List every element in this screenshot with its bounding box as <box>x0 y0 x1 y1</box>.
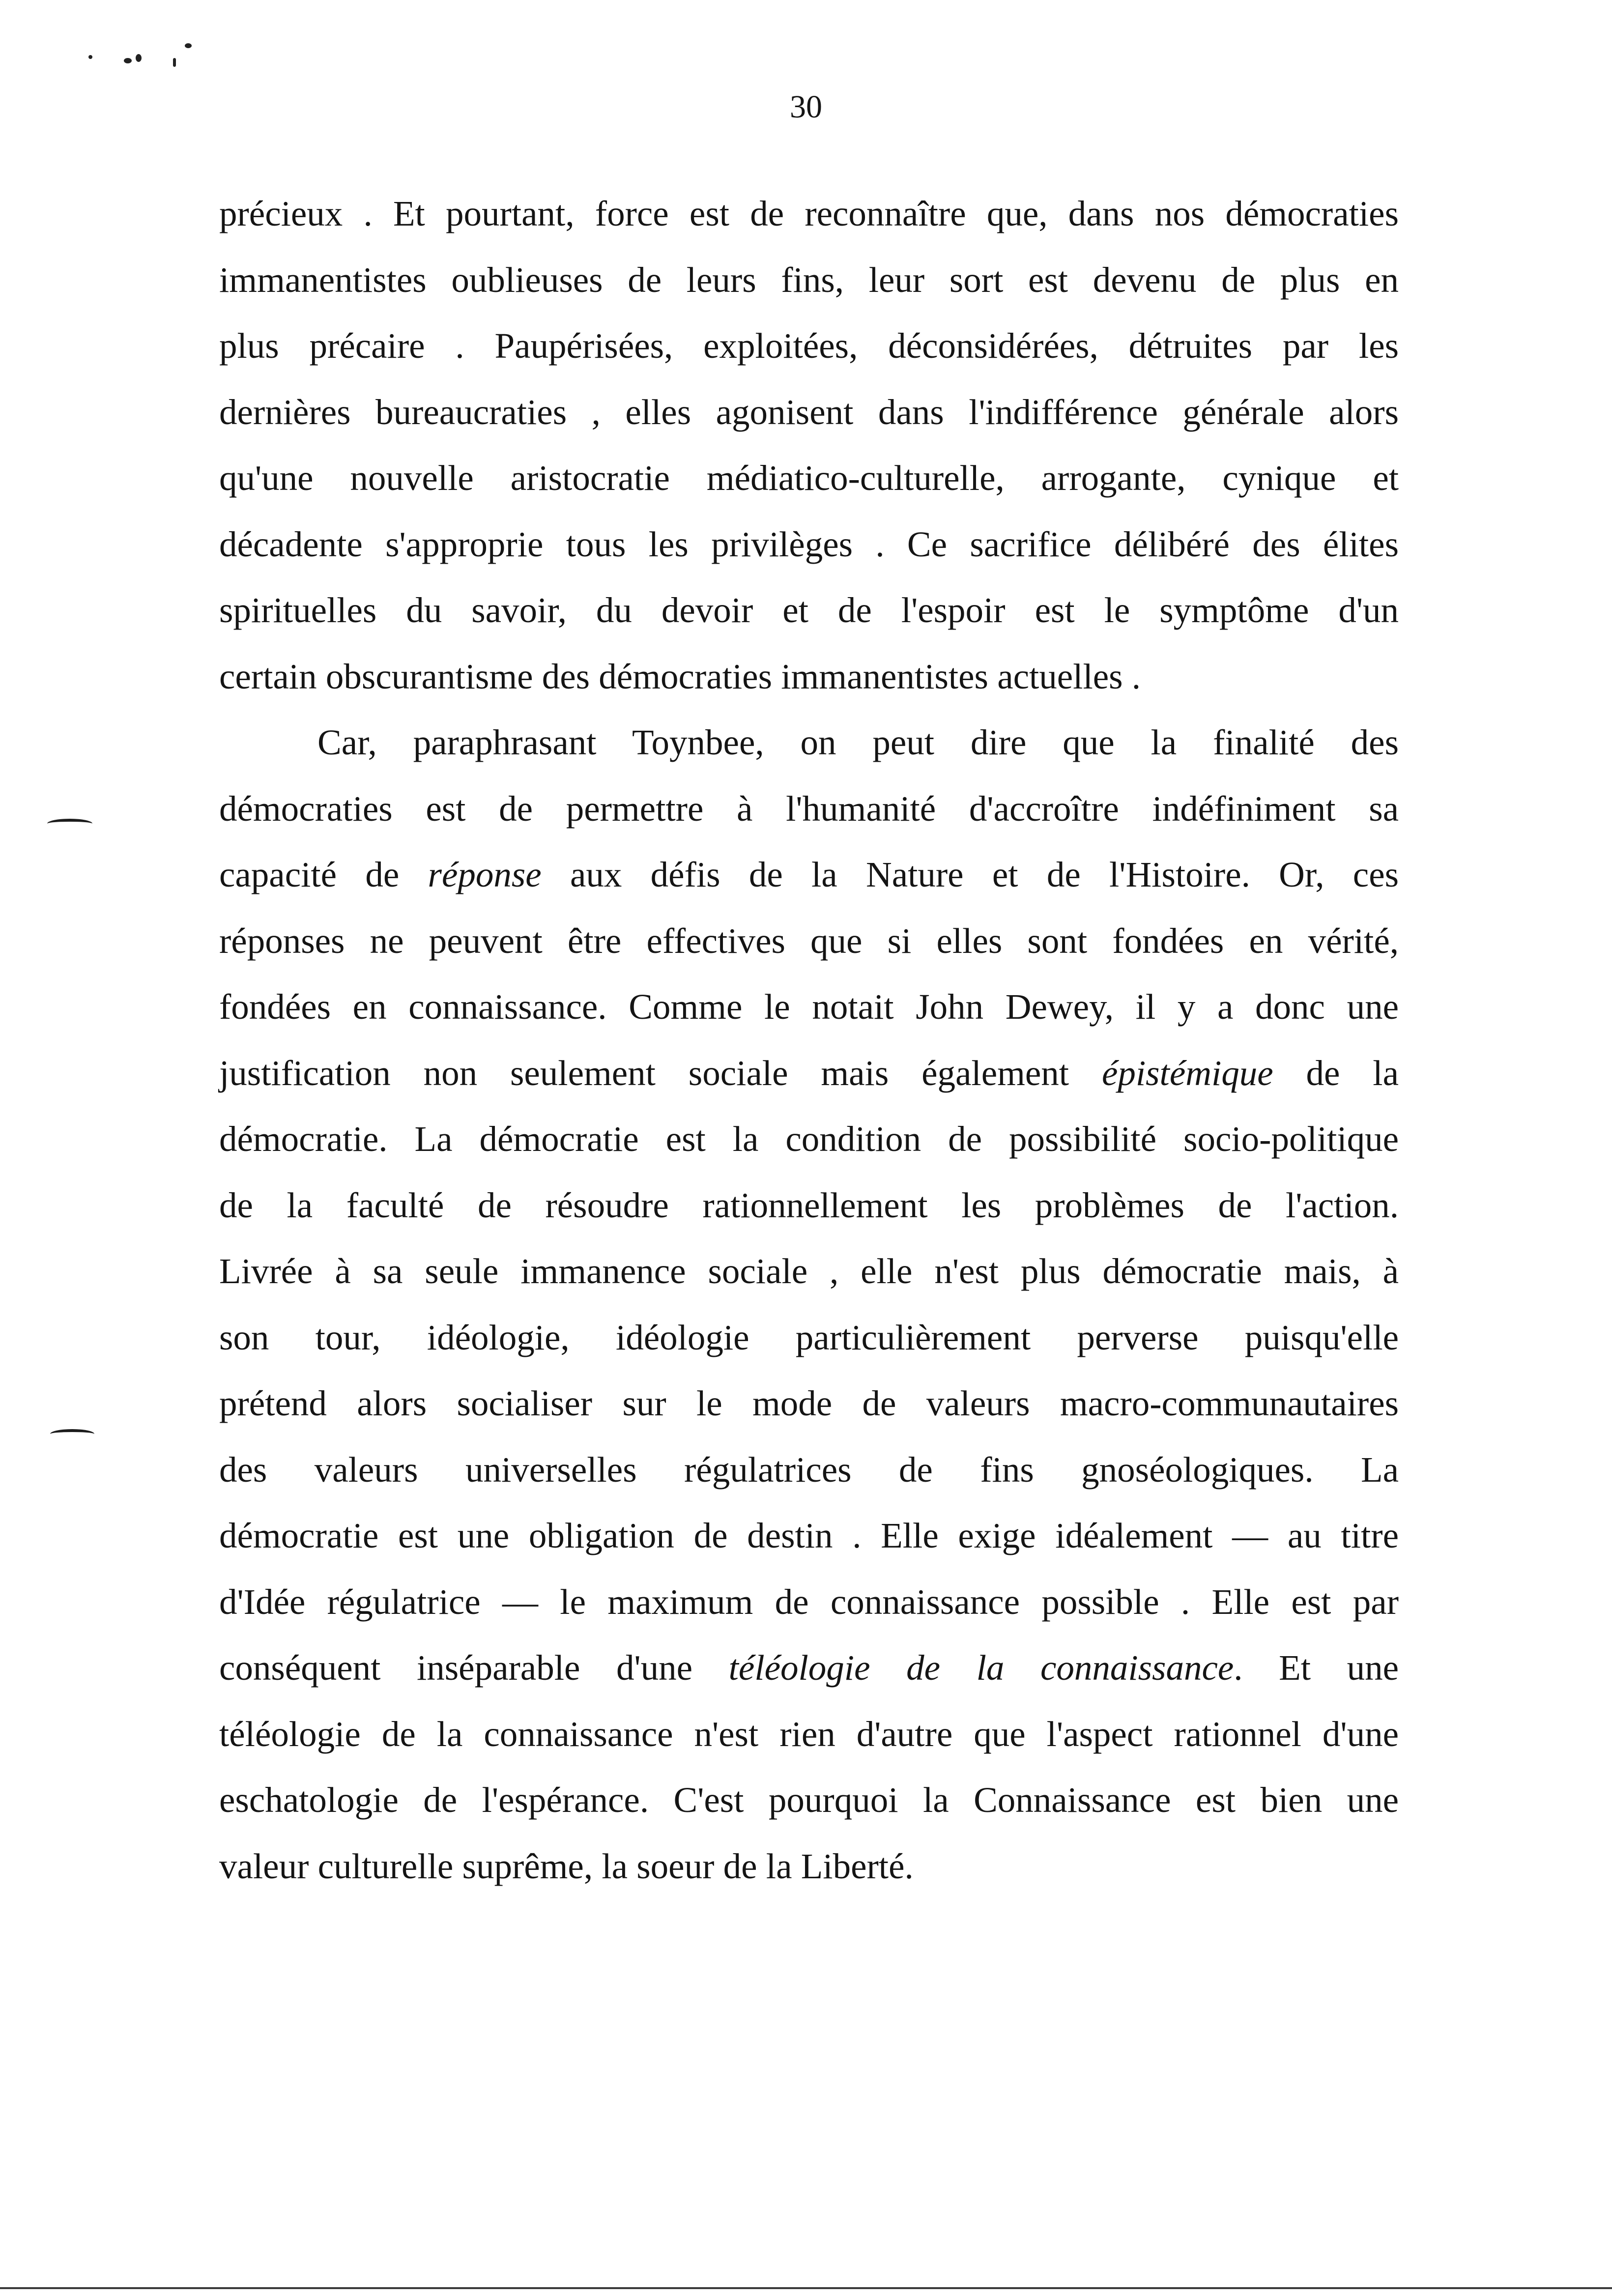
text-line: son tour, idéologie, idéologie particulièrement perverse puisqu'elle <box>219 1317 1399 1357</box>
text-line: Livrée à sa seule immanence sociale , elle n'est plus démocratie mais, à <box>219 1251 1399 1291</box>
text-line: prétend alors socialiser sur le mode de valeurs macro-communautaires <box>219 1383 1399 1423</box>
text-run: . Et une <box>1234 1648 1399 1688</box>
text-line: d'Idée régulatrice — le maximum de connaissance possible . Elle est par <box>219 1581 1399 1622</box>
scan-speck <box>185 43 192 48</box>
text-line: téléologie de la connaissance n'est rien d'autre que l'aspect rationnel d'une <box>219 1714 1399 1754</box>
text-line: fondées en connaissance. Comme le notait John Dewey, il y a donc une <box>219 987 1399 1027</box>
text-line: eschatologie de l'espérance. C'est pourquoi la Connaissance est bien une <box>219 1780 1399 1820</box>
text-run: aux défis de la Nature et de l'Histoire. Or, ces <box>541 855 1399 894</box>
italic-term: épistémique <box>1101 1053 1273 1093</box>
text-run: conséquent inséparable d'une <box>219 1648 729 1688</box>
text-line: certain obscurantisme des démocraties immanentistes actuelles . <box>219 656 1141 696</box>
scan-speck <box>88 55 92 59</box>
text-line: dernières bureaucraties , elles agonisent dans l'indifférence générale alors <box>219 392 1399 432</box>
text-line: qu'une nouvelle aristocratie médiatico-culturelle, arrogante, cynique et <box>219 458 1399 498</box>
page-edge-rule <box>0 2287 1612 2289</box>
text-line: précieux . Et pourtant, force est de reconnaître que, dans nos démocraties <box>219 194 1399 233</box>
text-line: plus précaire . Paupérisées, exploitées, déconsidérées, détruites par les <box>219 326 1399 366</box>
paragraph <box>219 181 1399 710</box>
scan-speck <box>136 54 142 62</box>
text-line <box>219 1635 1399 1701</box>
scan-speck <box>173 58 176 67</box>
text-line: de la faculté de résoudre rationnellement les problèmes de l'action. <box>219 1185 1399 1225</box>
italic-term: téléologie de la connaissance <box>728 1648 1234 1688</box>
text-line: des valeurs universelles régulatrices de fins gnoséologiques. La <box>219 1449 1399 1490</box>
body-text <box>219 181 1399 1899</box>
paragraph <box>219 710 1399 1899</box>
text-line <box>219 842 1399 908</box>
text-run: de la <box>1273 1053 1399 1093</box>
text-line: immanentistes oublieuses de leurs fins, leur sort est devenu de plus en <box>219 259 1399 300</box>
text-line: réponses ne peuvent être effectives que si elles sont fondées en vérité, <box>219 920 1399 961</box>
text-line: Car, paraphrasant Toynbee, on peut dire que la finalité des <box>317 722 1399 762</box>
text-run: capacité de <box>219 855 428 894</box>
text-line: démocraties est de permettre à l'humanité d'accroître indéfiniment sa <box>219 788 1399 829</box>
text-line: spirituelles du savoir, du devoir et de l'espoir est le symptôme d'un <box>219 590 1399 630</box>
italic-term: réponse <box>428 855 542 894</box>
scan-speck <box>124 58 132 63</box>
text-line: démocratie. La démocratie est la condition de possibilité socio-politique <box>219 1119 1399 1159</box>
punch-hole-mark <box>47 819 92 829</box>
text-run: justification non seulement sociale mais également <box>219 1053 1102 1093</box>
page-number: 30 <box>790 89 822 125</box>
punch-hole-mark <box>50 1429 94 1439</box>
text-line: démocratie est une obligation de destin . Elle exige idéalement — au titre <box>219 1516 1399 1555</box>
text-line <box>219 1040 1399 1107</box>
text-line: décadente s'approprie tous les privilèges . Ce sacrifice délibéré des élites <box>219 524 1399 564</box>
text-line: valeur culturelle suprême, la soeur de la Liberté. <box>219 1846 914 1886</box>
